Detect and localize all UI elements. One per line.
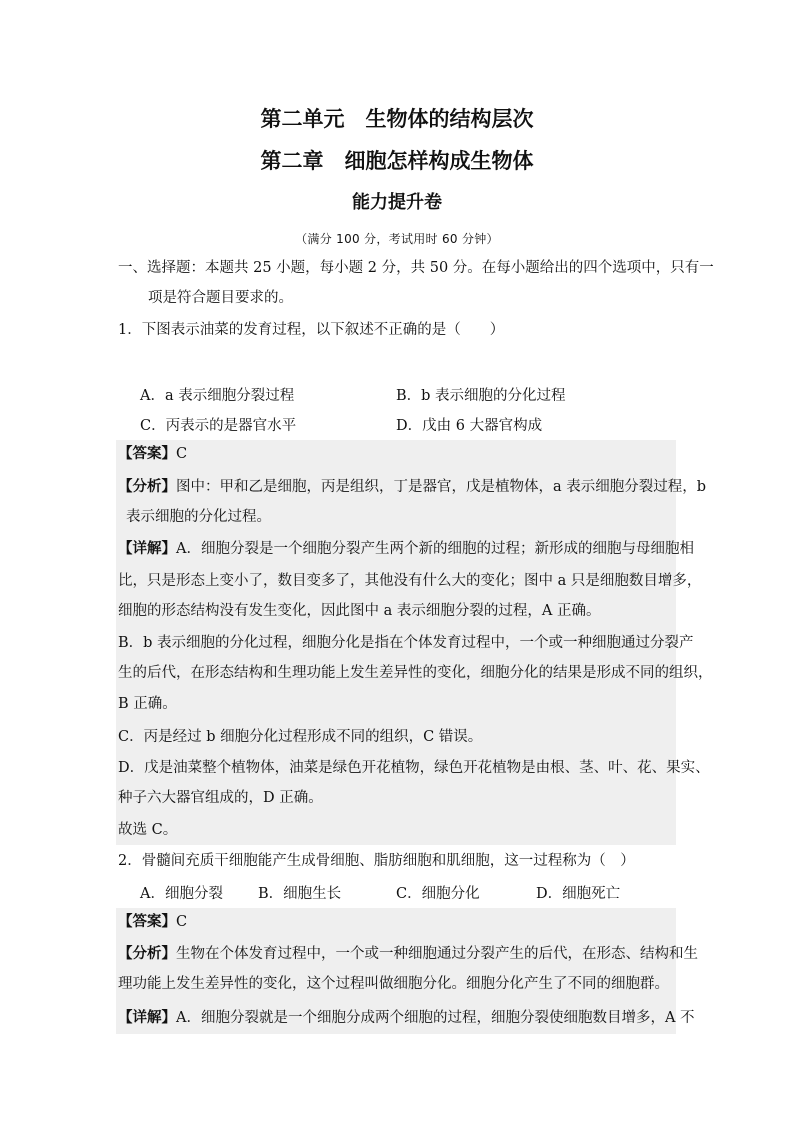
q2-solution-box bbox=[116, 908, 698, 1034]
q2-detail bbox=[118, 1008, 695, 1028]
q2-option-b: B．细胞生长 bbox=[258, 886, 342, 902]
q1-option-a: A．a 表示细胞分裂过程 bbox=[140, 388, 295, 404]
q1-detail-line: 比，只是形态上变小了，数目变多了，其他没有什么大的变化；图中 a 只是细胞数目增多， bbox=[118, 573, 702, 589]
question-1-stem: 1．下图表示油菜的发育过程，以下叙述不正确的是（ ） bbox=[118, 322, 505, 338]
detail-tag: 【详解】 bbox=[118, 1009, 176, 1026]
answer-tag: 【答案】 bbox=[118, 445, 176, 462]
q1-detail-line: 生的后代，在形态结构和生理功能上发生差异性的变化，细胞分化的结果是形成不同的组织， bbox=[118, 665, 713, 681]
q1-detail bbox=[118, 539, 694, 559]
q2-analysis-cont: 理功能上发生差异性的变化，这个过程叫做细胞分化。细胞分化产生了不同的细胞群。 bbox=[118, 976, 669, 992]
q1-option-b: B．b 表示细胞的分化过程 bbox=[396, 388, 566, 404]
answer-value: C bbox=[176, 446, 188, 462]
q1-analysis bbox=[118, 477, 706, 497]
unit-title: 第二单元 生物体的结构层次 bbox=[260, 107, 534, 131]
question-2-stem: 2．骨髓间充质干细胞能产生成骨细胞、脂肪细胞和肌细胞，这一过程称为（ ） bbox=[118, 853, 635, 869]
section-instruction: 一、选择题：本题共 25 小题，每小题 2 分，共 50 分。在每小题给出的四个选项中，只有一 bbox=[118, 260, 714, 276]
q2-analysis bbox=[118, 944, 698, 964]
q1-detail-line: C．丙是经过 b 细胞分化过程形成不同的组织，C 错误。 bbox=[118, 729, 483, 745]
q1-detail-line: B．b 表示细胞的分化过程，细胞分化是指在个体发育过程中，一个或一种细胞通过分裂产 bbox=[118, 635, 694, 651]
q1-detail-line: 种子六大器官组成的，D 正确。 bbox=[118, 790, 323, 806]
q2-option-c: C．细胞分化 bbox=[396, 886, 480, 902]
detail-text: A．细胞分裂是一个细胞分裂产生两个新的细胞的过程；新形成的细胞与母细胞相 bbox=[176, 541, 694, 557]
q1-conclusion: 故选 C。 bbox=[118, 822, 178, 838]
q1-detail-line: 细胞的形态结构没有发生变化，因此图中 a 表示细胞分裂的过程，A 正确。 bbox=[118, 603, 601, 619]
analysis-tag: 【分析】 bbox=[118, 945, 176, 962]
q1-analysis-cont: 表示细胞的分化过程。 bbox=[126, 509, 271, 525]
section-instruction-cont: 项是符合题目要求的。 bbox=[148, 290, 293, 306]
q2-option-a: A．细胞分裂 bbox=[140, 886, 223, 902]
q2-option-d: D．细胞死亡 bbox=[536, 886, 621, 902]
q1-detail-line: D．戊是油菜整个植物体，油菜是绿色开花植物，绿色开花植物是由根、茎、叶、花、果实、 bbox=[118, 760, 710, 776]
q1-option-d: D．戊由 6 大器官构成 bbox=[396, 418, 543, 434]
analysis-text: 生物在个体发育过程中，一个或一种细胞通过分裂产生的后代，在形态、结构和生 bbox=[176, 946, 698, 962]
detail-text: A．细胞分裂就是一个细胞分成两个细胞的过程，细胞分裂使细胞数目增多，A 不 bbox=[176, 1010, 695, 1026]
analysis-text: 图中：甲和乙是细胞，丙是组织，丁是器官，戊是植物体，a 表示细胞分裂过程，b bbox=[176, 479, 707, 495]
chapter-title: 第二章 细胞怎样构成生物体 bbox=[260, 149, 534, 173]
score-time-note: （满分 100 分，考试用时 60 分钟） bbox=[295, 232, 499, 246]
q1-solution-box bbox=[116, 440, 713, 845]
q1-option-c: C．丙表示的是器官水平 bbox=[140, 418, 297, 434]
paper-subtitle: 能力提升卷 bbox=[352, 192, 442, 213]
answer-tag: 【答案】 bbox=[118, 913, 176, 930]
answer-value: C bbox=[176, 914, 188, 930]
analysis-tag: 【分析】 bbox=[118, 478, 176, 495]
detail-tag: 【详解】 bbox=[118, 540, 176, 557]
q2-answer bbox=[118, 912, 187, 932]
q1-answer bbox=[118, 444, 187, 464]
q1-detail-line: B 正确。 bbox=[118, 696, 177, 712]
